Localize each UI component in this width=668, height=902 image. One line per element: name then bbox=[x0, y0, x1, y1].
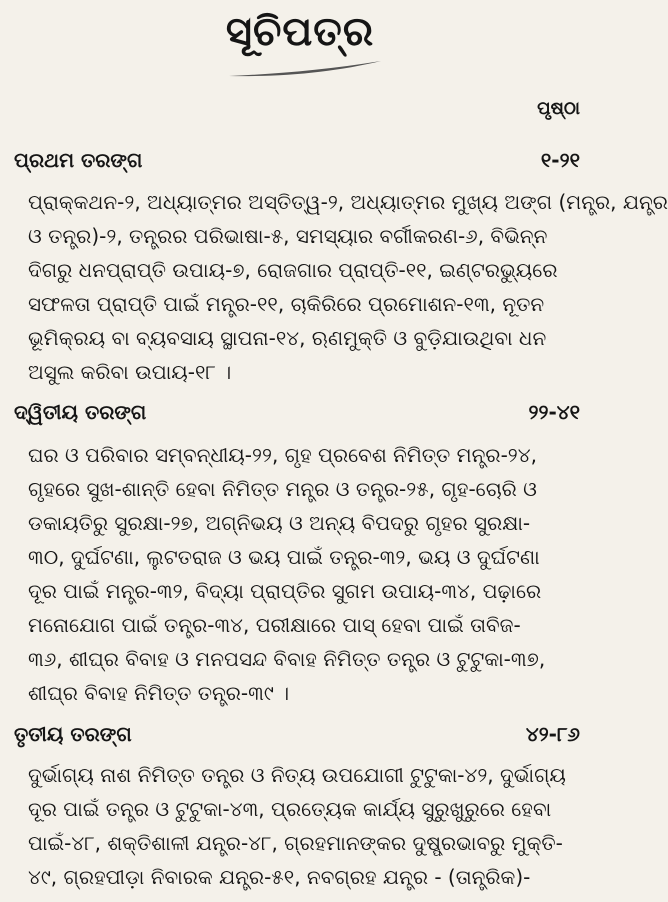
page-title: ସୂଚିପତ୍ର bbox=[225, 9, 375, 55]
entry-line: ସଫଳତା ପ୍ରାପ୍ତି ପାଇଁ ମନ୍ତ୍ର-୧୧, ଚାକିରିରେ ପ୍ରମୋଶନ-୧୩, ନୂତନ bbox=[28, 292, 545, 316]
entry-line: ଅସୁଲ କରିବା ଉପାୟ-୧୮ । bbox=[28, 360, 232, 384]
entry-line: ଡକାୟତିରୁ ସୁରକ୍ଷା-୨୭, ଅଗ୍ନିଭୟ ଓ ଅନ୍ୟ ବିପଦରୁ ଗୃହର ସୁରକ୍ଷା- bbox=[28, 511, 531, 535]
section-entries bbox=[28, 438, 584, 710]
page-column-label: ପୃଷ୍ଠା bbox=[537, 98, 580, 119]
entry-line: ଦିଗରୁ ଧନପ୍ରାପ୍ତି ଉପାୟ-୭, ରୋଜଗାର ପ୍ରାପ୍ତି-୧୧, ଇଣ୍ଟରଭ୍ୟୁରେ bbox=[28, 258, 558, 282]
entry-line: ଦୁର୍ଭାଗ୍ୟ ନାଶ ନିମିତ୍ତ ତନ୍ତ୍ର ଓ ନିତ୍ୟ ଉପଯୋଗୀ ଟୁଟୁକା-୪୨, ଦୁର୍ଭାଗ୍ୟ bbox=[28, 763, 566, 787]
section-page-range: ୨୨-୪୧ bbox=[528, 400, 580, 424]
section-heading bbox=[14, 146, 586, 174]
section-heading bbox=[14, 398, 586, 426]
entry-line: ମନୋଯୋଗ ପାଇଁ ତନ୍ତ୍ର-୩୪, ପରୀକ୍ଷାରେ ପାସ୍ ହେବା ପାଇଁ ତାବିଜ- bbox=[28, 613, 521, 637]
entry-line: ଘର ଓ ପରିବାର ସମ୍ବନ୍ଧୀୟ-୨୨, ଗୃହ ପ୍ରବେଶ ନିମିତ୍ତ ମନ୍ତ୍ର-୨୪, bbox=[28, 443, 537, 467]
entry-line: ୪୯, ଗ୍ରହପୀଡ଼ା ନିବାରକ ଯନ୍ତ୍ର-୫୧, ନବଗ୍ରହ ଯନ୍ତ୍ର - (ତାନ୍ତ୍ରିକ)- bbox=[28, 865, 531, 889]
section-page-range: ୪୨-୮୬ bbox=[525, 722, 580, 746]
section-entries bbox=[28, 185, 668, 389]
section-title: ପ୍ରଥମ ତରଙ୍ଗ bbox=[14, 148, 143, 172]
entry-line: ଓ ତନ୍ତ୍ର)-୨, ତନ୍ତ୍ରର ପରିଭାଷା-୫, ସମସ୍ୟାର ବର୍ଗୀକରଣ-୬, ବିଭିନ୍ନ bbox=[28, 224, 548, 248]
section-title: ତୃତୀୟ ତରଙ୍ଗ bbox=[14, 722, 132, 746]
decorative-swoosh bbox=[225, 58, 385, 80]
section-title: ଦ୍ୱିତୀୟ ତରଙ୍ଗ bbox=[14, 400, 147, 424]
entry-line: ଗୃହରେ ସୁଖ-ଶାନ୍ତି ହେବା ନିମିତ୍ତ ମନ୍ତ୍ର ଓ ତନ୍ତ୍ର-୨୫, ଗୃହ-ଚୋରି ଓ bbox=[28, 477, 537, 501]
section-heading bbox=[14, 720, 586, 748]
entry-line: ପାଇଁ-୪୮, ଶକ୍ତିଶାଳୀ ଯନ୍ତ୍ର-୪୮, ଗ୍ରହମାନଙ୍କର ଦୁଷ୍ପ୍ରଭାବରୁ ମୁକ୍ତି- bbox=[28, 831, 563, 855]
entry-line: ଶୀଘ୍ର ବିବାହ ନିମିତ୍ତ ତନ୍ତ୍ର-୩୯ । bbox=[28, 681, 290, 705]
section-page-range: ୧-୨୧ bbox=[540, 148, 580, 172]
entry-line: ଦୂର ପାଇଁ ତନ୍ତ୍ର ଓ ଟୁଟୁକା-୪୩, ପ୍ରତ୍ୟେକ କାର୍ଯ୍ୟ ସୁରୁଖୁରୁରେ ହେବା bbox=[28, 797, 552, 821]
entry-line: ପ୍ରାକ୍‌କଥନ-୨, ଅଧ୍ୟାତ୍ମର ଅସ୍ତିତ୍ୱ-୨, ଅଧ୍ୟାତ୍ମର ମୁଖ୍ୟ ଅଙ୍ଗ (ମନ୍ତ୍ର, ଯନ୍ତ୍ର bbox=[28, 190, 668, 214]
entry-line: ୩୬, ଶୀଘ୍ର ବିବାହ ଓ ମନପସନ୍ଦ ବିବାହ ନିମିତ୍ତ ତନ୍ତ୍ର ଓ ଟୁଟୁକା-୩୭, bbox=[28, 647, 546, 671]
entry-line: ଦୂର ପାଇଁ ମନ୍ତ୍ର-୩୨, ବିଦ୍ୟା ପ୍ରାପ୍ତିର ସୁଗମ ଉପାୟ-୩୪, ପଢ଼ାରେ bbox=[28, 579, 542, 603]
section-entries bbox=[28, 758, 584, 894]
entry-line: ଭୂମିକ୍ରୟ ବା ବ୍ୟବସାୟ ସ୍ଥାପନା-୧୪, ଋଣମୁକ୍ତି ଓ ବୁଡ଼ିଯାଉଥିବା ଧନ bbox=[28, 326, 547, 350]
entry-line: ୩୦, ଦୁର୍ଘଟଣା, ଲୁଟତରାଜ ଓ ଭୟ ପାଇଁ ତନ୍ତ୍ର-୩୨, ଭୟ ଓ ଦୁର୍ଘଟଣା bbox=[28, 545, 540, 569]
